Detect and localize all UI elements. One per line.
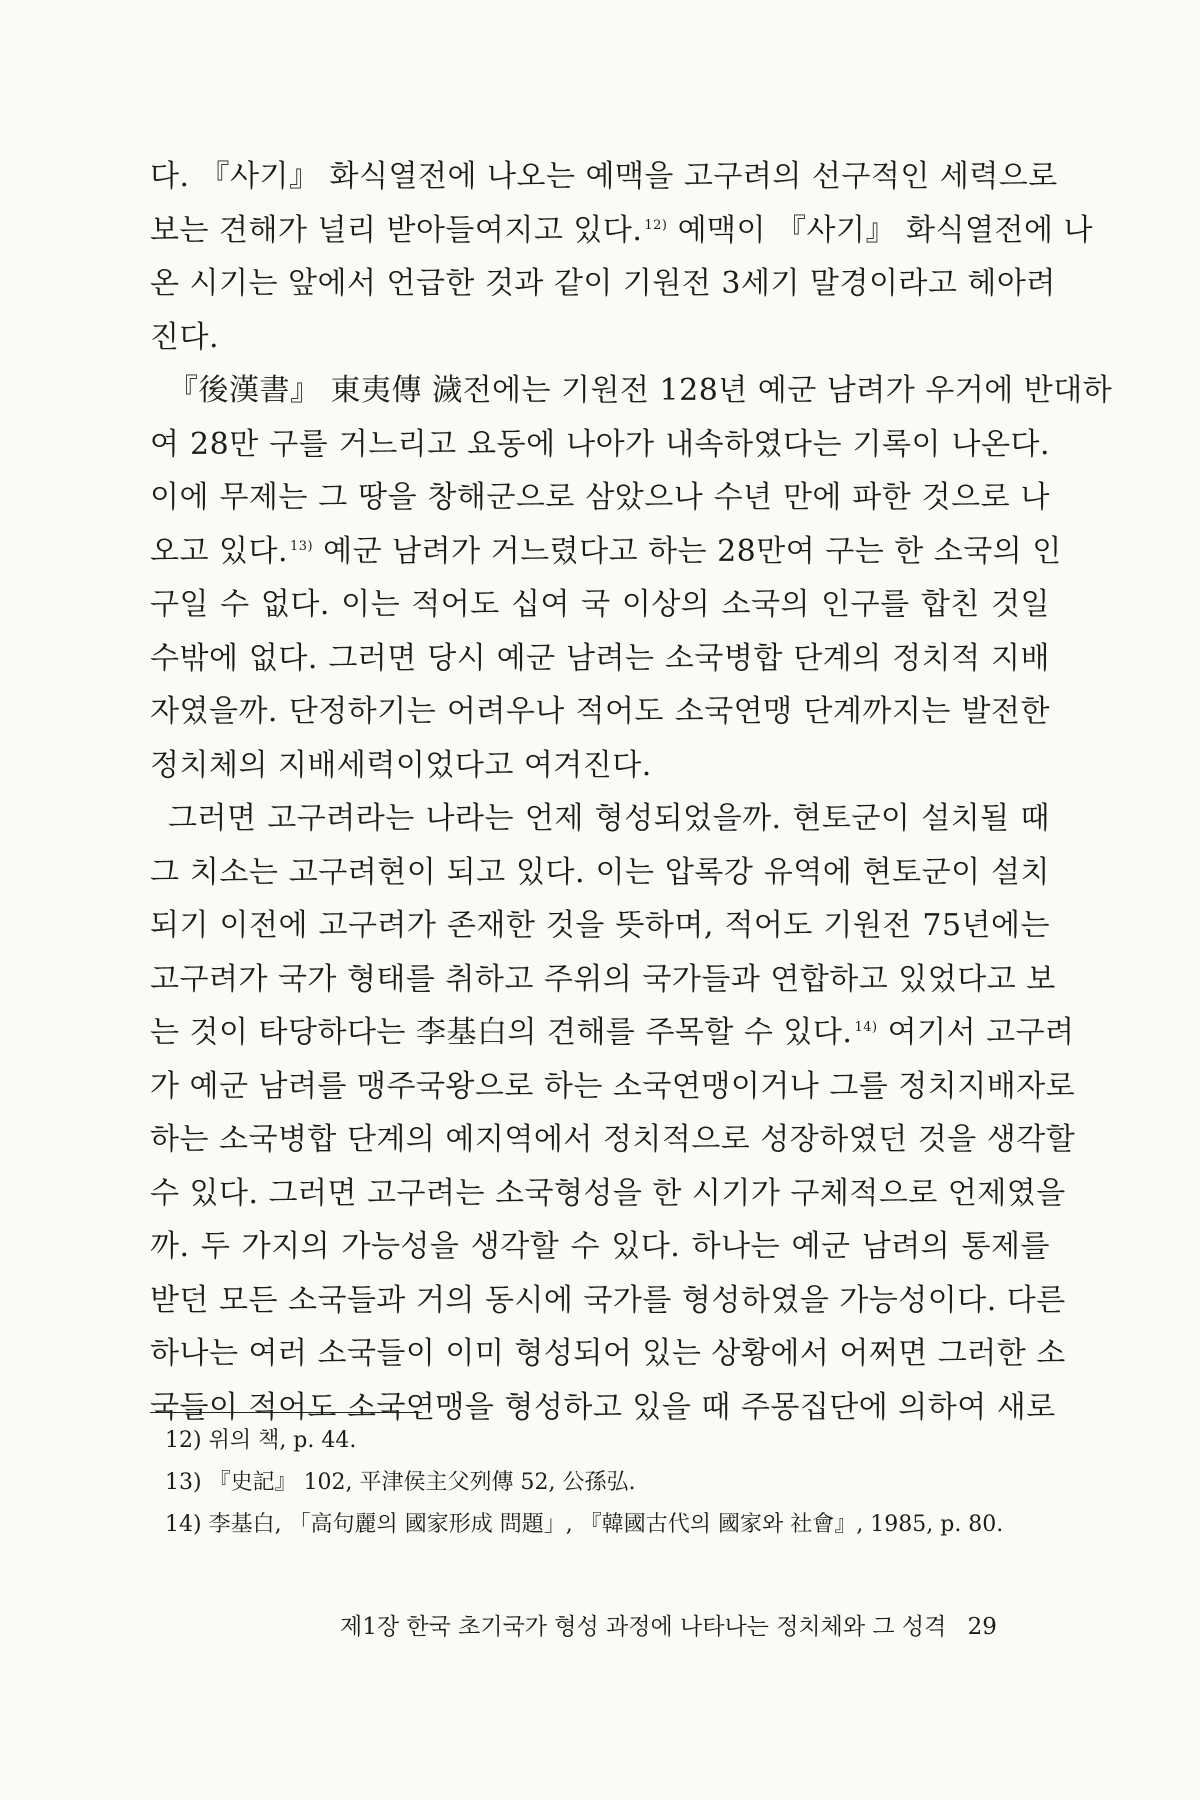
text-line: 구일 수 없다. 이는 적어도 십여 국 이상의 소국의 인구를 합친 것일 bbox=[150, 587, 1050, 622]
text-span: 보는 견해가 널리 받아들여지고 있다. bbox=[150, 212, 643, 248]
footnote-ref-13[interactable]: 13) bbox=[290, 538, 314, 554]
body-text bbox=[150, 150, 1113, 1434]
text-line: 하나는 여러 소국들이 이미 형성되어 있는 상황에서 어쩌면 그러한 소 bbox=[150, 1336, 1066, 1371]
text-line: 여 28만 구를 거느리고 요동에 나아가 내속하였다는 기록이 나온다. bbox=[150, 426, 1050, 462]
page-number: 29 bbox=[967, 1614, 997, 1640]
text-line: 『後漢書』 東夷傳 濊전에는 기원전 128년 예군 남려가 우거에 반대하 bbox=[168, 373, 1113, 408]
text-line: 정치체의 지배세력이었다고 여겨진다. bbox=[150, 747, 652, 783]
text-line: 다. 『사기』 화식열전에 나오는 예맥을 고구려의 선구적인 세력으로 bbox=[150, 159, 1058, 194]
footnote-12: 12) 위의 책, p. 44. bbox=[165, 1428, 357, 1453]
text-line: 수밖에 없다. 그러면 당시 예군 남려는 소국병합 단계의 정치적 지배 bbox=[150, 640, 1050, 676]
running-title: 제1장 한국 초기국가 형성 과정에 나타나는 정치체와 그 성격 bbox=[340, 1614, 947, 1640]
text-line: 가 예군 남려를 맹주국왕으로 하는 소국연맹이거나 그를 정치지배자로 bbox=[150, 1068, 1076, 1104]
text-span: 오고 있다. bbox=[150, 533, 288, 569]
text-line: 고구려가 국가 형태를 취하고 주위의 국가들과 연합하고 있었다고 보 bbox=[150, 961, 1056, 997]
text-line: 이에 무제는 그 땅을 창해군으로 삼았으나 수년 만에 파한 것으로 나 bbox=[150, 480, 1050, 515]
footnote-14: 14) 李基白, 「高句麗의 國家形成 問題」, 『韓國古代의 國家와 社會』, 1985, p. 80. bbox=[165, 1512, 1004, 1537]
text-line: 그 치소는 고구려현이 되고 있다. 이는 압록강 유역에 현토군이 설치 bbox=[150, 854, 1050, 890]
text-line bbox=[150, 525, 1062, 579]
text-line bbox=[150, 204, 1093, 258]
text-line bbox=[150, 1006, 1075, 1060]
footnote-ref-12[interactable]: 12) bbox=[644, 217, 668, 233]
text-line: 받던 모든 소국들과 거의 동시에 국가를 형성하였을 가능성이다. 다른 bbox=[150, 1282, 1066, 1318]
text-line: 하는 소국병합 단계의 예지역에서 정치적으로 성장하였던 것을 생각할 bbox=[150, 1122, 1076, 1157]
text-span: 여기서 고구려 bbox=[887, 1015, 1075, 1050]
text-line: 까. 두 가지의 가능성을 생각할 수 있다. 하나는 예군 남려의 통제를 bbox=[150, 1229, 1050, 1264]
text-line: 자였을까. 단정하기는 어려우나 적어도 소국연맹 단계까지는 발전한 bbox=[150, 694, 1050, 729]
text-line: 그러면 고구려라는 나라는 언제 형성되었을까. 현토군이 설치될 때 bbox=[168, 801, 1050, 836]
text-line: 진다. bbox=[150, 319, 219, 355]
text-span: 예군 남려가 거느렸다고 하는 28만여 구는 한 소국의 인 bbox=[323, 533, 1062, 569]
text-line: 온 시기는 앞에서 언급한 것과 같이 기원전 3세기 말경이라고 헤아려 bbox=[150, 266, 1056, 301]
footnotes bbox=[165, 1420, 1045, 1546]
footnote-divider bbox=[150, 1412, 422, 1413]
text-line: 수 있다. 그러면 고구려는 소국형성을 한 시기가 구체적으로 언제였을 bbox=[150, 1175, 1066, 1211]
text-line: 국들이 적어도 소국연맹을 형성하고 있을 때 주몽집단에 의하여 새로 bbox=[150, 1389, 1056, 1425]
text-line: 되기 이전에 고구려가 존재한 것을 뜻하며, 적어도 기원전 75년에는 bbox=[150, 908, 1050, 943]
text-span: 는 것이 타당하다는 李基白의 견해를 주목할 수 있다. bbox=[150, 1015, 853, 1050]
page-footer bbox=[340, 1608, 1060, 1641]
text-span: 예맥이 『사기』 화식열전에 나 bbox=[677, 212, 1093, 248]
footnote-13: 13) 『史記』 102, 平津侯主父列傳 52, 公孫弘. bbox=[165, 1470, 636, 1495]
footnote-ref-14[interactable]: 14) bbox=[854, 1020, 878, 1035]
